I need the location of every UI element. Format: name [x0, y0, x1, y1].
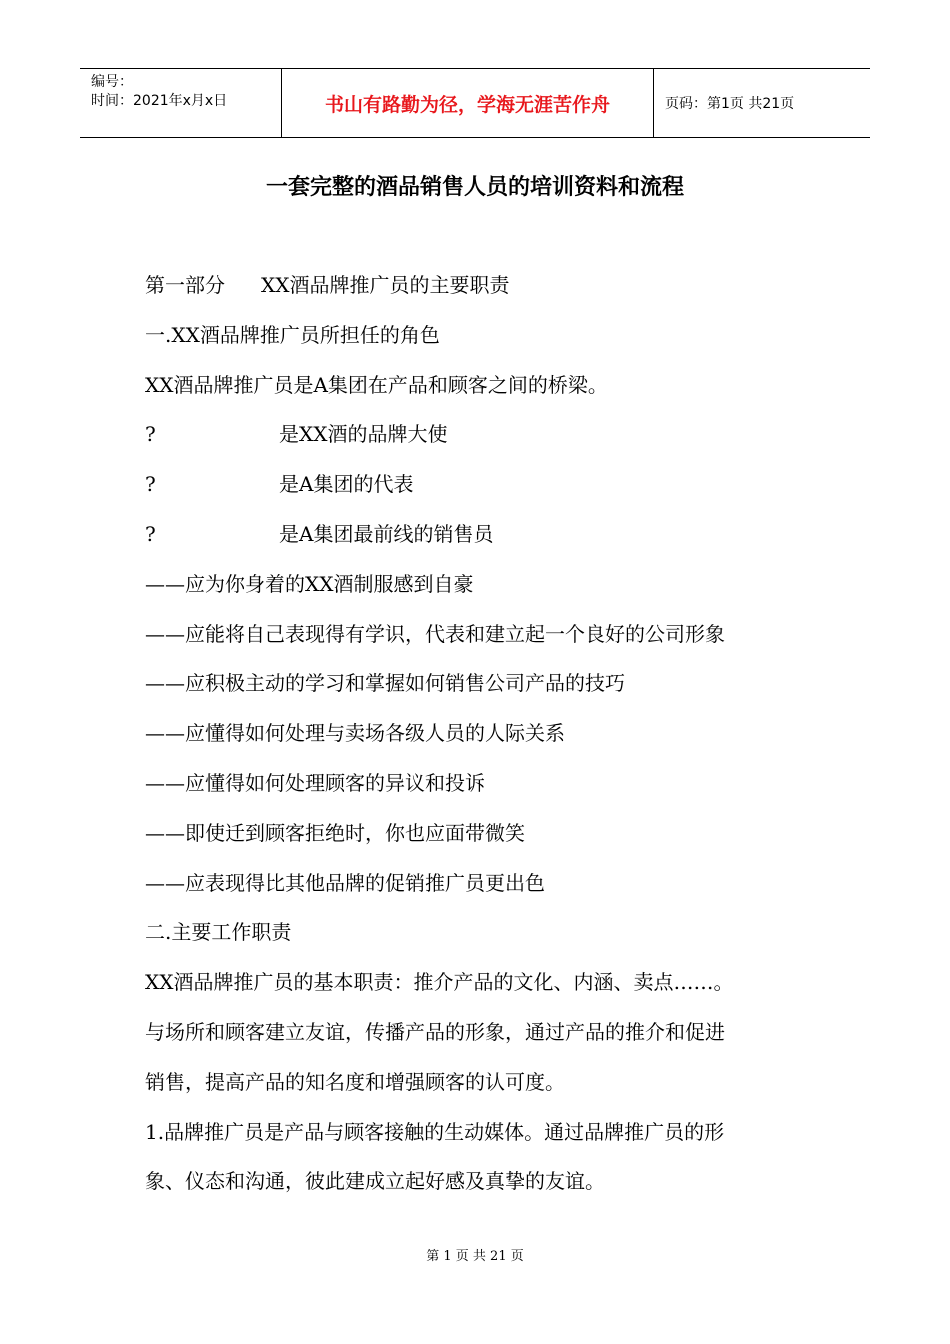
dash-item: ——应懂得如何处理与卖场各级人员的人际关系 [145, 721, 565, 746]
header-page-info: 页码：第1页 共21页 [665, 96, 795, 112]
paragraph-line: 象、仪态和沟通，彼此建成立起好感及真挚的友谊。 [145, 1169, 605, 1194]
paragraph-line: 销售，提高产品的知名度和增强顾客的认可度。 [145, 1069, 565, 1094]
section-heading: 二.主要工作职责 [145, 920, 292, 945]
section-heading: 一.XX酒品牌推广员所担任的角色 [145, 322, 440, 347]
header-motto: 书山有路勤为径，学海无涯苦作舟 [324, 93, 610, 116]
document-body [145, 270, 825, 1216]
bullet-text: 是XX酒的品牌大使 [279, 422, 448, 447]
bullet-item [145, 519, 825, 569]
header-divider [653, 69, 654, 137]
dash-item: ——应能将自己表现得有学识，代表和建立起一个良好的公司形象 [145, 621, 725, 646]
part-label: 第一部分 [145, 273, 225, 297]
header-meta [91, 73, 227, 111]
header-table [80, 68, 870, 138]
document-title: 一套完整的酒品销售人员的培训资料和流程 [265, 175, 684, 200]
paragraph: XX酒品牌推广员是A集团在产品和顾客之间的桥梁。 [145, 372, 608, 397]
dash-item: ——应表现得比其他品牌的促销推广员更出色 [145, 870, 545, 895]
part-title: XX酒品牌推广员的主要职责 [261, 273, 510, 297]
page-footer: 第 1 页 共 21 页 [426, 1249, 524, 1264]
dash-item: ——应积极主动的学习和掌握如何销售公司产品的技巧 [145, 671, 625, 696]
bullet-mark: ? [145, 422, 156, 447]
bullet-text: 是A集团的代表 [279, 472, 414, 497]
part-heading [145, 270, 825, 320]
dash-item: ——应懂得如何处理顾客的异议和投诉 [145, 770, 485, 795]
bullet-mark: ? [145, 521, 156, 546]
bullet-text: 是A集团最前线的销售员 [279, 521, 494, 546]
paragraph: XX酒品牌推广员的基本职责：推介产品的文化、内涵、卖点……。 [145, 970, 734, 995]
dash-item: ——即使迁到顾客拒绝时，你也应面带微笑 [145, 820, 525, 845]
bullet-mark: ? [145, 472, 156, 497]
paragraph-line: 1.品牌推广员是产品与顾客接触的生动媒体。通过品牌推广员的形 [145, 1119, 725, 1144]
dash-item: ——应为你身着的XX酒制服感到自豪 [145, 571, 474, 596]
bullet-item [145, 419, 825, 469]
number-label: 编号： [91, 74, 133, 90]
time-label: 时间：2021年x月x日 [91, 93, 228, 109]
paragraph-line: 与场所和顾客建立友谊，传播产品的形象，通过产品的推介和促进 [145, 1019, 725, 1044]
bullet-item [145, 469, 825, 519]
